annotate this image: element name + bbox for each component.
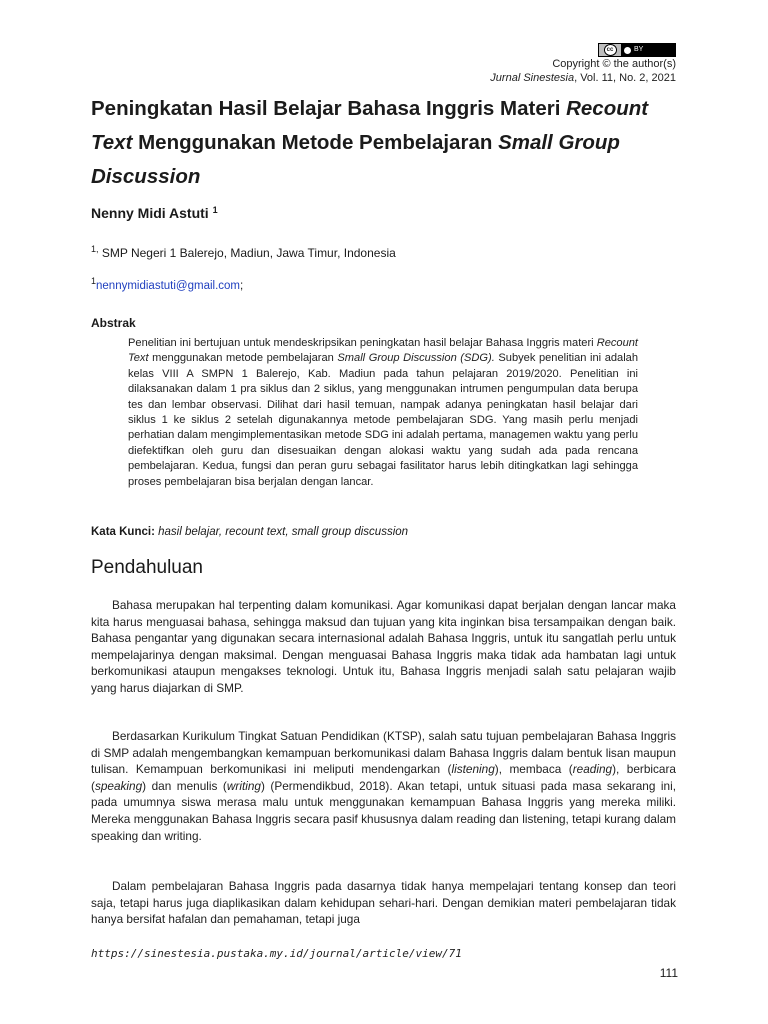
copyright-line: Copyright © the author(s): [552, 58, 676, 70]
person-icon: [624, 47, 631, 54]
keywords-label: Kata Kunci:: [91, 526, 155, 538]
abstract-text: Penelitian ini bertujuan untuk mendeskripsikan peningkatan hasil belajar Bahasa Inggris materi Recount Text menggunakan metode pembelajaran Small Group Discussion (SDG). Subyek penelitian ini adalah kelas VIII A SMPN 1 Balerejo, Kab. Madiun pada tahun pelajaran 2019/2020. Penelitian ini dilaksanakan dalam 1 pra siklus dan 2 siklus, yang menggunakan intrumen pengumpulan data berupa tes dan lembar observasi. Dilihat dari hasil temuan, nampak adanya peningkatan hasil belajar dari siklus 1 ke siklus 2 setelah digunakannya metode pembelajaran SDG. Yang masih perlu menjadi perhatian dalam mengimplementasikan metode SDG ini adalah pertama, managemen waktu yang perlu diefektifkan oleh guru dan disesuaikan dengan alokasi waktu yang sudah ada pada rencana pembelajaran. Kedua, fungsi dan peran guru sebagai fasilitator harus lebih ditingkatkan lagi sehingga proses pembelajaran bisa berjalan dengan lancar.: [128, 337, 639, 488]
journal-citation: [490, 71, 676, 85]
cc-by-license-badge[interactable]: [598, 43, 676, 57]
keywords-list: hasil belajar, recount text, small group discussion: [154, 526, 409, 538]
article-url-link[interactable]: https://sinestesia.pustaka.my.id/journal/article/view/71: [91, 947, 462, 960]
journal-name: Jurnal Sinestesia: [490, 72, 575, 84]
keywords: [91, 526, 408, 538]
journal-volume: , Vol. 11, No. 2, 2021: [574, 72, 676, 84]
author-affiliation: $^{1,}$ SMP Negeri 1 Balerejo, Madiun, Jawa Timur, Indonesia: [91, 244, 396, 260]
author-name: Nenny Midi Astuti $^1$: [91, 205, 218, 221]
copyright-block: [490, 57, 676, 85]
body-paragraph-2: Berdasarkan Kurikulum Tingkat Satuan Pendidikan (KTSP), salah satu tujuan pembelajaran Bahasa Inggris di SMP adalah mengembangkan kemampuan berkomunikasi dalam Bahasa Inggris dalam bentuk lisan maupun tulisan. Kemampuan berkomunikasi ini meliputi mendengarkan (listening), membaca (reading), berbicara (speaking) dan menulis (writing) (Permendikbud, 2018). Akan tetapi, untuk situasi pada masa sekarang ini, pada umumnya siswa merasa malu untuk menggunakan kemampuan Bahasa Inggris yang mereka miliki. Mereka menggunakan Bahasa Inggris secara pasif khususnya dalam reading dan listening, tetapi kurang dalam speaking dan writing.: [91, 729, 676, 843]
paper-title: Peningkatan Hasil Belajar Bahasa Inggris Materi Recount Text Menggunakan Metode Pembelajaran Small Group Discussion: [91, 97, 649, 188]
abstract-heading: Abstrak: [91, 316, 136, 330]
email-link[interactable]: nennymidiastuti@gmail.com: [96, 280, 240, 292]
cc-logo-icon: cc: [599, 44, 621, 56]
section-heading: Pendahuluan: [91, 557, 203, 578]
by-attribution-label: BY: [621, 44, 675, 56]
body-paragraph-3: Dalam pembelajaran Bahasa Inggris pada dasarnya tidak hanya mempelajari tentang konsep dan teori saja, tetapi harus juga diaplikasikan dalam kehidupan sehari-hari. Dengan demikian materi pembelajaran tidak hanya bersifat hafalan dan pemahaman, tetapi juga: [91, 879, 676, 927]
body-paragraph-1: Bahasa merupakan hal terpenting dalam komunikasi. Agar komunikasi dapat berjalan dengan lancar maka kita harus menguasai bahasa, sehingga maksud dan tujuan yang kita inginkan bisa tersampaikan dengan baik. Bahasa pengantar yang digunakan secara internasional adalah Bahasa Inggris, untuk itu sangatlah perlu untuk mempelajarinya dengan maksimal. Dengan menguasai Bahasa Inggris maka tidak ada hambatan lagi untuk berkomunikasi ataupun mengakses teknologi. Untuk itu, Bahasa Inggris menjadi salah satu pelajaran wajib yang harus diajarkan di SMP.: [91, 598, 676, 695]
page-number: 111: [659, 966, 678, 980]
author-email: $^1$nennymidiastuti@gmail.com;: [91, 276, 244, 292]
